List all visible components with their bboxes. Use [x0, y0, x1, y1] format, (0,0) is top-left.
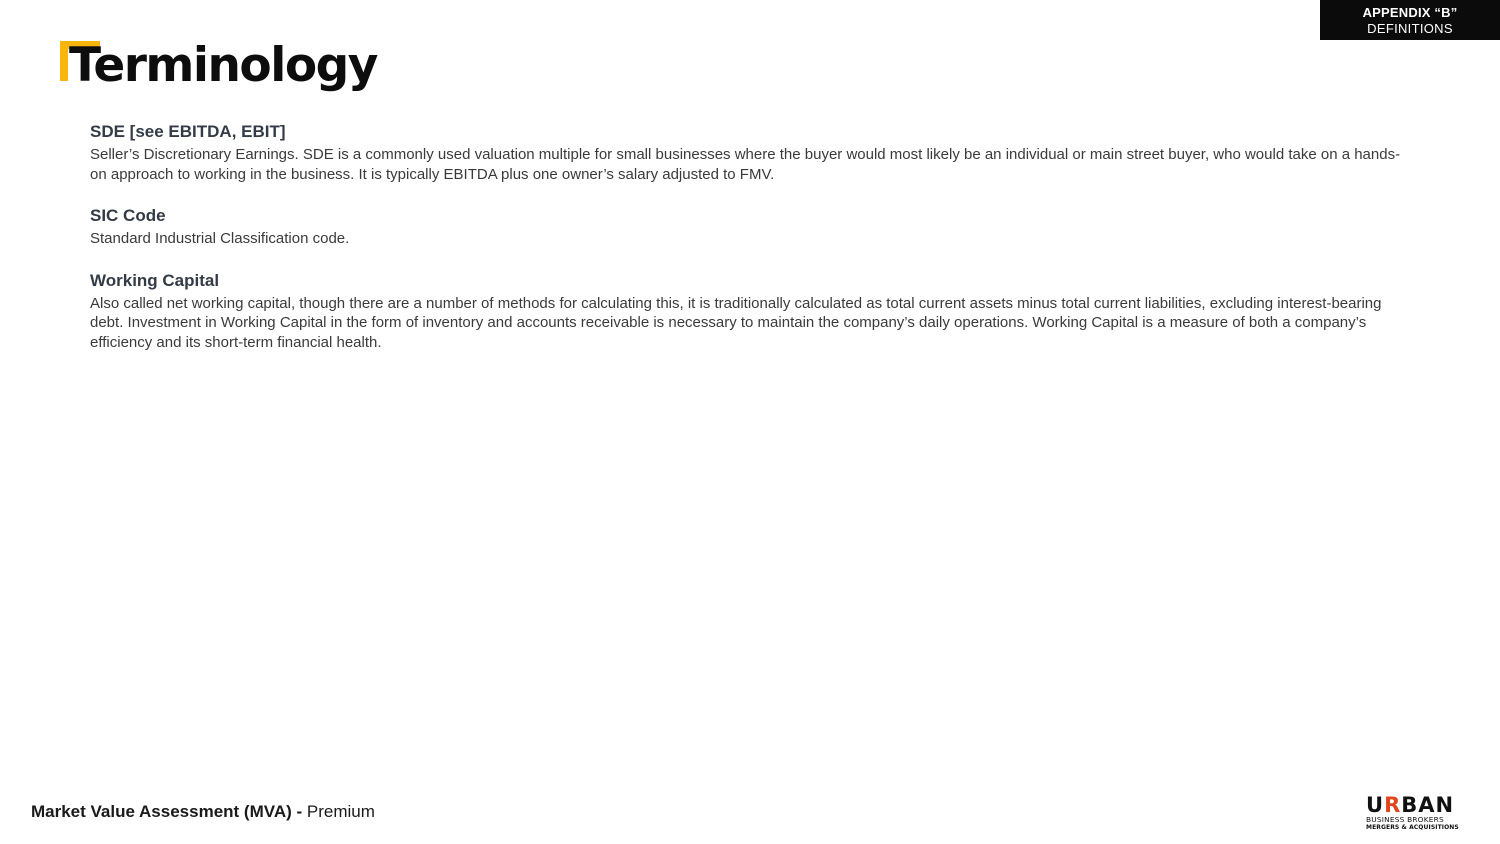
appendix-label: APPENDIX “B”: [1362, 5, 1458, 20]
logo-wordmark-end: BAN: [1401, 793, 1455, 817]
appendix-section: DEFINITIONS: [1367, 21, 1453, 36]
footer-report-title: [31, 801, 375, 823]
logo-wordmark-start: U: [1366, 793, 1385, 817]
footer-tier: Premium: [302, 802, 375, 821]
definition-description: Also called net working capital, though there are a number of methods for calculating this, it is traditionally calculated as total current assets minus total current liabilities, excluding interest-bearing debt. Investment in Working Capital in the form of inventory and accounts receivable is necessary to maintain the company’s daily operations. Working Capital is a measure of both a company’s efficiency and its short-term financial health.: [90, 294, 1382, 351]
footer-report-name: Market Value Assessment (MVA) -: [31, 802, 303, 821]
definition-item: [90, 270, 1410, 353]
definition-description: Seller’s Discretionary Earnings. SDE is a commonly used valuation multiple for small businesses where the buyer would most likely be an individual or main street buyer, who would take on a hands-on approach to working in the business. It is typically EBITDA plus one owner’s salary adjusted to FMV.: [90, 146, 1401, 183]
definition-item: [90, 205, 1410, 249]
page-title: Terminology: [69, 38, 377, 93]
definition-term: SIC Code: [90, 206, 166, 225]
company-logo: [1366, 795, 1474, 831]
logo-wordmark: [1366, 795, 1474, 815]
definition-item: [90, 121, 1410, 184]
logo-wordmark-accent: R: [1384, 793, 1402, 817]
definition-description: Standard Industrial Classification code.: [90, 230, 350, 247]
appendix-tab: [1320, 0, 1500, 40]
definitions-list: [90, 121, 1410, 373]
definition-term: Working Capital: [90, 270, 220, 290]
logo-tagline-2: MERGERS & ACQUISITIONS: [1366, 824, 1459, 831]
definition-term: SDE [see EBITDA, EBIT]: [90, 122, 286, 141]
logo-tagline-1: BUSINESS BROKERS: [1366, 815, 1444, 824]
